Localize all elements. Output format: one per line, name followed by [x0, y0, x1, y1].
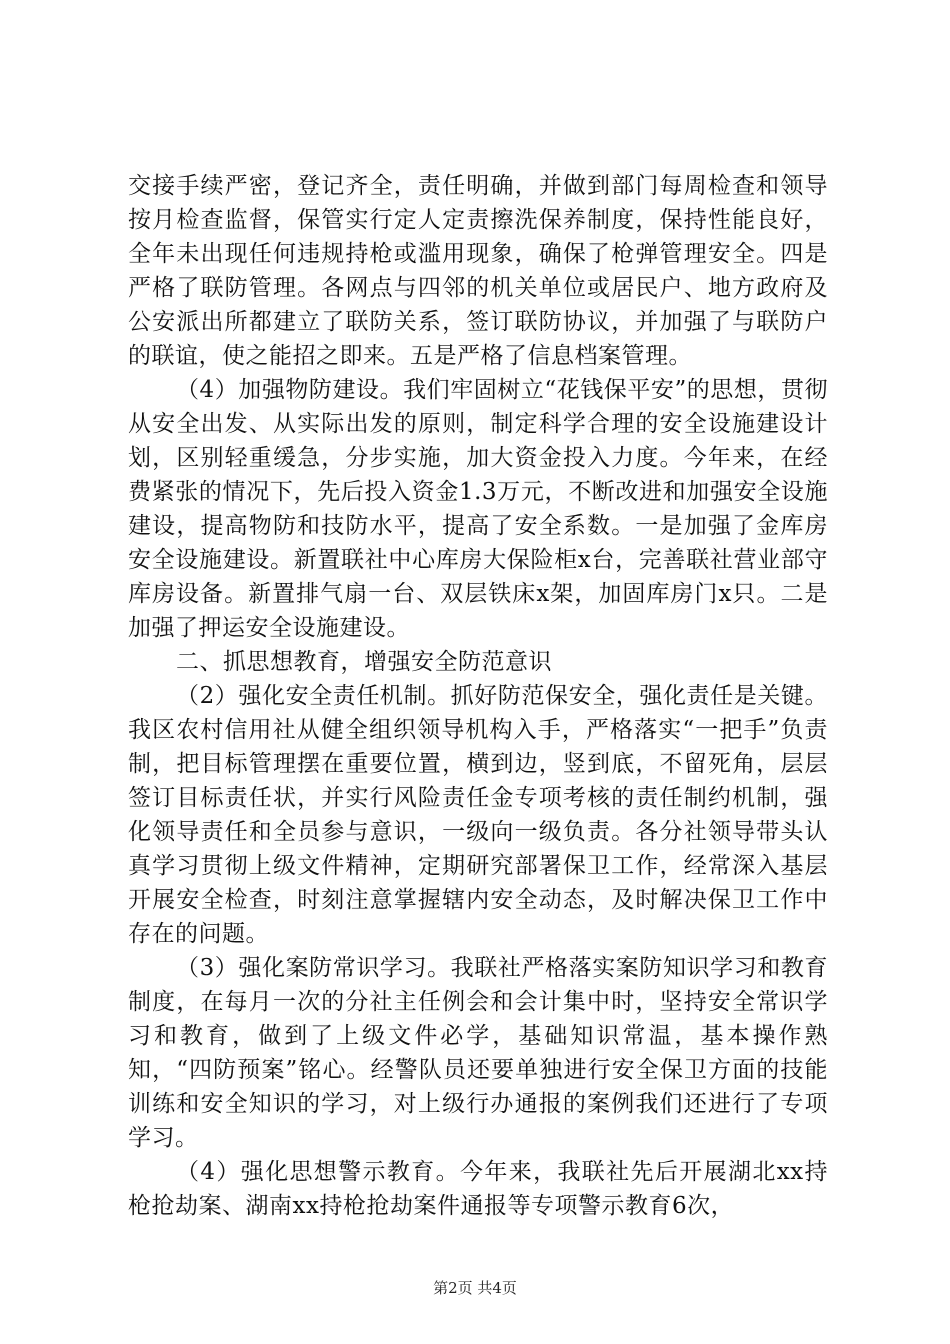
paragraph-physical-defense-construction: （4）加强物防建设。我们牢固树立“花钱保平安”的思想，贯彻从安全出发、从实际出发的原则，制定科学合理的安全设施建设计划，区别轻重缓急，分步实施，加大资金投入力度。今年来，在经费紧张的情况下，先后投入资金1.3万元，不断改进和加强安全设施建设，提高物防和技防水平，提高了安全系数。一是加强了金库房安全设施建设。新置联社中心库房大保险柜x台，完善联社营业部守库房设备。新置排气扇一台、双层铁床x架，加固库房门x只。二是加强了押运安全设施建设。	[128, 377, 828, 641]
document-body	[128, 169, 828, 1223]
paragraph-gun-and-joint-defense-management: 交接手续严密，登记齐全，责任明确，并做到部门每周检查和领导按月检查监督，保管实行定人定责擦洗保养制度，保持性能良好，全年未出现任何违规持枪或滥用现象，确保了枪弹管理安全。四是严格了联防管理。各网点与四邻的机关单位或居民户、地方政府及公安派出所都建立了联防关系，签订联防协议，并加强了与联防户的联谊，使之能招之即来。五是严格了信息档案管理。	[128, 173, 828, 369]
paragraph-warning-education: （4）强化思想警示教育。今年来，我联社先后开展湖北xx持枪抢劫案、湖南xx持枪抢劫案件通报等专项警示教育6次，	[128, 1159, 828, 1219]
section-heading-ideological-education: 二、抓思想教育，增强安全防范意识	[176, 649, 552, 675]
paragraph-case-prevention-learning: （3）强化案防常识学习。我联社严格落实案防知识学习和教育制度，在每月一次的分社主任例会和会计集中时，坚持安全常识学习和教育，做到了上级文件必学，基础知识常温，基本操作熟知，“四防预案”铭心。经警队员还要单独进行安全保卫方面的技能训练和安全知识的学习，对上级行办通报的案例我们还进行了专项学习。	[128, 955, 828, 1151]
page-number-footer: 第2页 共4页	[433, 1279, 517, 1297]
paragraph-safety-responsibility-mechanism: （2）强化安全责任机制。抓好防范保安全，强化责任是关键。我区农村信用社从健全组织领导机构入手，严格落实“一把手”负责制，把目标管理摆在重要位置，横到边，竖到底，不留死角，层层签订目标责任状，并实行风险责任金专项考核的责任制约机制，强化领导责任和全员参与意识，一级向一级负责。各分社领导带头认真学习贯彻上级文件精神，定期研究部署保卫工作，经常深入基层开展安全检查，时刻注意掌握辖内安全动态，及时解决保卫工作中存在的问题。	[128, 683, 828, 947]
